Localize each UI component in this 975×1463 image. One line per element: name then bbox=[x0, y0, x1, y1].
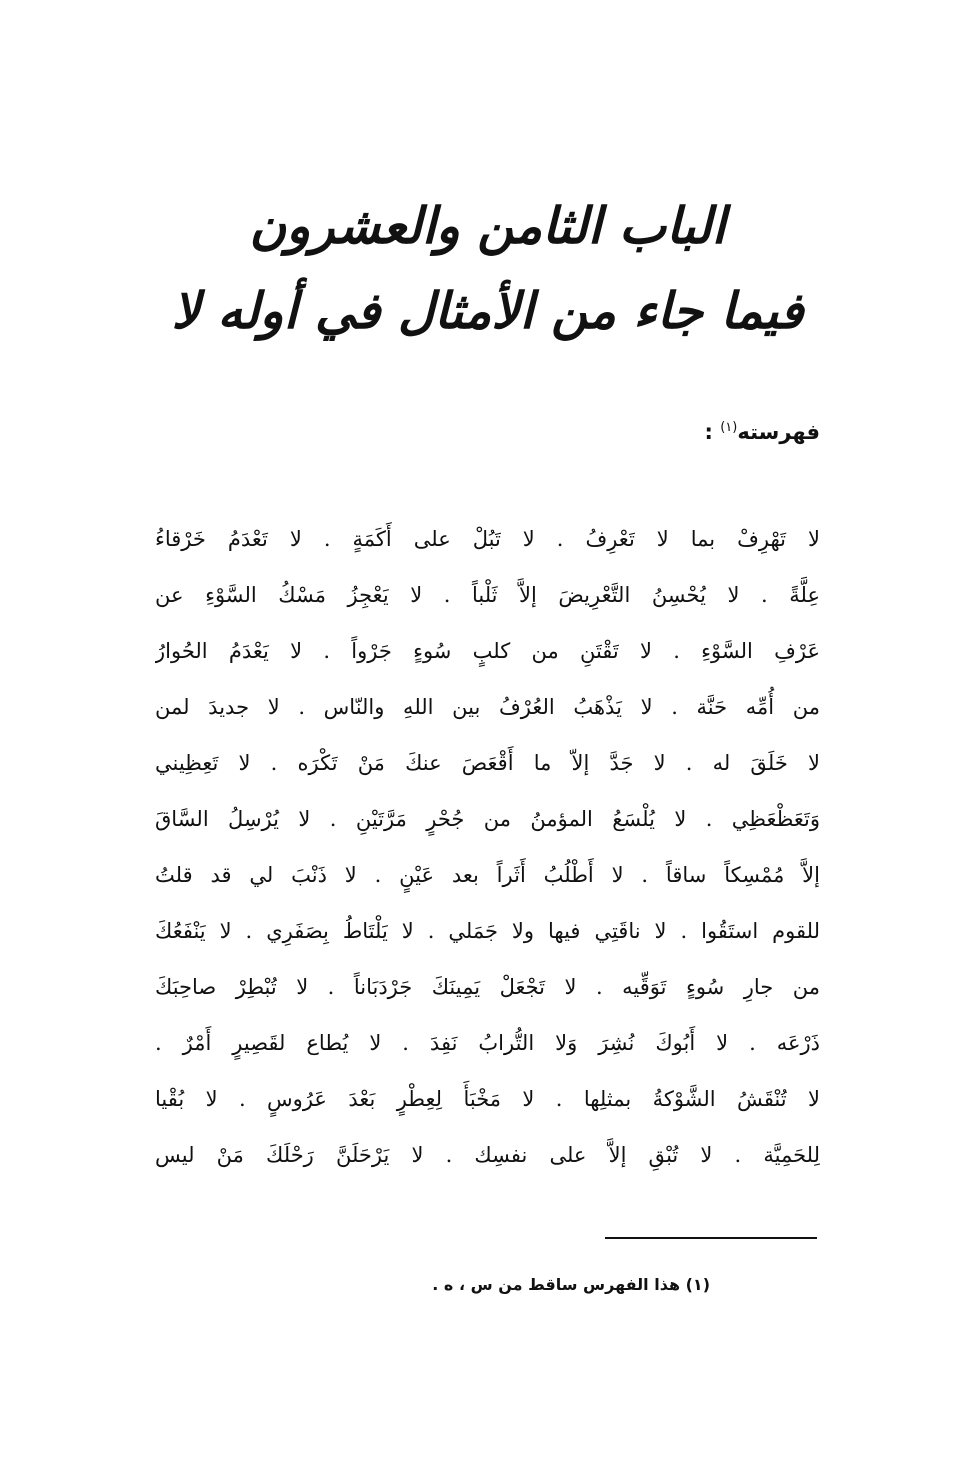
chapter-title: الباب الثامن والعشرون bbox=[249, 197, 726, 255]
text-line: لا خَلَقَ له . لا جَدَّ إلاّ ما أَقْعَصَ عنكَ مَنْ تَكْرَه . لا تَعِظِيني bbox=[155, 751, 820, 775]
footnote-marker: (١) bbox=[720, 420, 738, 435]
text-line: إلاَّ مُمْسِكاً ساقاً . لا أَطْلُبُ أَثَراً بعد عَيْنٍ . لا ذَنْبَ لي قد قلتُ bbox=[155, 863, 820, 887]
text-line: عَرْفِ السَّوْءِ . لا تَقْتَنِ من كلبٍ سُوءٍ جَرْواً . لا يَعْدَمُ الحُوارُ bbox=[155, 639, 820, 663]
text-line: وَتَعَظْعَظِي . لا يُلْسَعُ المؤمنُ من جُحْرٍ مَرَّتَيْنِ . لا يُرْسِلُ السَّاقَ bbox=[155, 807, 820, 831]
text-line: لا تَهْرِفْ بما لا تَعْرِفُ . لا تَبُلْ على أَكَمَةٍ . لا تَعْدَمُ خَرْقاءُ bbox=[155, 527, 820, 551]
text-line: لا تُنْقَشُ الشَّوْكةُ بمثلِها . لا مَخْبَأَ لِعِطْرٍ بَعْدَ عَرُوسٍ . لا بُقْيا bbox=[155, 1087, 820, 1111]
footnote-divider bbox=[605, 1237, 817, 1239]
text-line: من جارِ سُوءٍ تَوَقِّيه . لا تَجْعَلْ يَمِينَكَ جَرْدَبَاناً . لا تُبْطِرْ صاحِبَكَ bbox=[155, 975, 820, 999]
text-line: لِلحَمِيَّة . لا تُبْقِ إلاَّ على نفسِك . لا يَرْحَلَنَّ رَحْلَكَ مَنْ ليس bbox=[155, 1143, 820, 1167]
text-line: ذَرْعَه . لا أَبُوكَ نُشِرَ وَلا التُّرابُ نَفِدَ . لا يُطاع لقَصِيرٍ أَمْرٌ . bbox=[155, 1031, 820, 1055]
text-line: من أُمِّه حَنَّة . لا يَذْهَبُ العُرْفُ بين اللهِ والنّاس . لا جديدَ لمن bbox=[155, 695, 820, 719]
index-colon: : bbox=[704, 420, 713, 444]
index-heading bbox=[705, 420, 821, 444]
proverbs-text bbox=[155, 515, 820, 1187]
text-line: للقوم استَقُوا . لا ناقَتِي فيها ولا جَمَلي . لا يَلْتَاطُ بِصَفَرِي . لا يَنْفَعُكَ bbox=[155, 919, 820, 943]
index-label: فهرسته bbox=[737, 420, 820, 444]
footnote: (١) هذا الفهرس ساقط من س ، ه . bbox=[432, 1275, 710, 1294]
text-line: عِلَّةً . لا يُحْسِنُ التَّعْرِيضَ إلاَّ ثَلْباً . لا يَعْجِزُ مَسْكُ السَّوْءِ عن bbox=[155, 583, 820, 607]
chapter-subtitle: فيما جاء من الأمثال في أوله لا bbox=[171, 282, 804, 340]
